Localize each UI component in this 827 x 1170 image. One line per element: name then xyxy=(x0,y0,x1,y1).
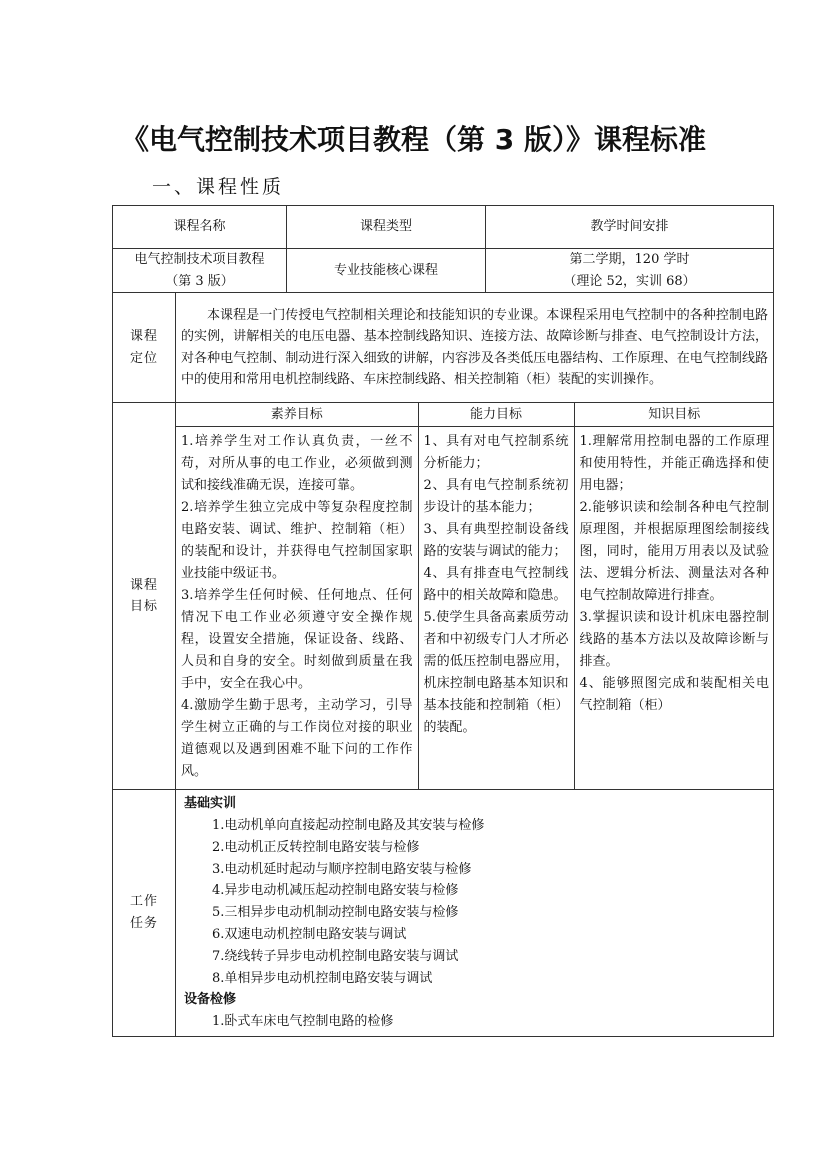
task-item: 1.电动机单向直接起动控制电路及其安装与检修 xyxy=(212,817,485,833)
objectives-label-line2: 目标 xyxy=(129,599,158,615)
header-course-type: 课程类型 xyxy=(287,206,486,249)
task-group-title: 设备检修 xyxy=(184,992,237,1008)
course-table xyxy=(112,205,774,1037)
section-heading: 一、课程性质 xyxy=(152,176,285,198)
literacy-header: 素养目标 xyxy=(176,403,418,427)
info-row xyxy=(113,249,774,293)
tasks-row xyxy=(113,790,774,1037)
knowledge-list xyxy=(574,427,774,790)
task-item: 7.绕线转子异步电动机控制电路安装与调试 xyxy=(212,948,459,964)
literacy-item: 3.培养学生任何时候、任何地点、任何情况下电工作业必须遵守安全操作规程，设置安全措施，保证设备、线路、人员和自身的安全。时刻做到质量在我手中，安全在我心中。 xyxy=(181,588,413,692)
objectives-row xyxy=(113,403,774,790)
task-item: 6.双速电动机控制电路安装与调试 xyxy=(212,926,407,942)
knowledge-item: 1.理解常用控制电器的工作原理和使用特性，并能正确选择和使用电器； xyxy=(579,434,769,494)
ability-list xyxy=(418,427,574,790)
ability-item: 5.使学生具备高素质劳动者和中初级专门人才所必需的低压控制电器应用，机床控制电路基本知识和基本技能和控制箱（柜）的装配。 xyxy=(423,610,569,736)
header-time-schedule: 教学时间安排 xyxy=(486,206,774,249)
objectives-label xyxy=(113,403,176,790)
ability-item: 1、具有对电气控制系统分析能力； xyxy=(423,434,569,472)
positioning-label-line2: 定位 xyxy=(129,350,158,366)
tasks-label-line1: 工作 xyxy=(129,894,158,910)
task-item: 4.异步电动机减压起动控制电路安装与检修 xyxy=(212,883,459,899)
positioning-text: 本课程是一门传授电气控制相关理论和技能知识的专业课。本课程采用电气控制中的各种控制电路的实例，讲解相关的电压电器、基本控制线路知识、连接方法、故障诊断与排查、电气控制设计方法，对各种电气控制、制动进行深入细致的讲解，内容涉及各类低压电器结构、工作原理、在电气控制线路中的使用和常用电机控制线路、车床控制线路、相关控制箱（柜）装配的实训操作。 xyxy=(176,293,774,403)
literacy-item: 4.激励学生勤于思考，主动学习，引导学生树立正确的与工作岗位对接的职业道德观以及遇到困难不耻下问的工作作风。 xyxy=(181,698,413,780)
objectives-body-row xyxy=(176,427,774,790)
objectives-header-row xyxy=(176,403,774,427)
knowledge-header: 知识目标 xyxy=(574,403,774,427)
task-item: 1.卧式车床电气控制电路的检修 xyxy=(212,1014,394,1030)
objectives-content xyxy=(176,403,774,790)
time-line1: 第二学期，120 学时 xyxy=(569,252,690,267)
knowledge-item: 4、能够照图完成和装配相关电气控制箱（柜） xyxy=(579,676,769,714)
time-line2: （理论 52，实训 68） xyxy=(563,273,696,289)
course-type-cell: 专业技能核心课程 xyxy=(287,249,486,293)
tasks-label xyxy=(113,790,176,1037)
positioning-label-line1: 课程 xyxy=(129,329,158,345)
course-name-line1: 电气控制技术项目教程 xyxy=(134,252,265,267)
task-item: 8.单相异步电动机控制电路安装与调试 xyxy=(212,970,433,986)
task-item: 5.三相异步电动机制动控制电路安装与检修 xyxy=(212,905,459,921)
positioning-label xyxy=(113,293,176,403)
time-schedule-cell xyxy=(486,249,774,293)
task-item: 3.电动机延时起动与顺序控制电路安装与检修 xyxy=(212,861,472,877)
knowledge-item: 3.掌握识读和设计机床电器控制线路的基本方法以及故障诊断与排查。 xyxy=(579,610,769,670)
document-title: 《电气控制技术项目教程（第 3 版）》课程标准 xyxy=(121,123,706,156)
literacy-list xyxy=(176,427,418,790)
literacy-item: 1.培养学生对工作认真负责，一丝不苟，对所从事的电工作业，必须做到测试和接线准确无误，连接可靠。 xyxy=(181,434,413,494)
objectives-table xyxy=(176,403,774,789)
task-item: 2.电动机正反转控制电路安装与检修 xyxy=(212,839,420,855)
tasks-label-line2: 任务 xyxy=(129,916,158,932)
ability-item: 4、具有排查电气控制线路中的相关故障和隐患。 xyxy=(423,566,569,604)
positioning-row xyxy=(113,293,774,403)
task-group-title: 基础实训 xyxy=(184,796,237,812)
course-name-line2: （第 3 版） xyxy=(165,273,234,289)
ability-item: 2、具有电气控制系统初步设计的基本能力； xyxy=(423,478,569,516)
literacy-item: 2.培养学生独立完成中等复杂程度控制电路安装、调试、维护、控制箱（柜）的装配和设计，并获得电气控制国家职业技能中级证书。 xyxy=(181,500,413,582)
ability-header: 能力目标 xyxy=(418,403,574,427)
knowledge-item: 2.能够识读和绘制各种电气控制原理图，并根据原理图绘制接线图，同时，能用万用表以及试验法、逻辑分析法、测量法对各种电气控制故障进行排查。 xyxy=(579,500,769,604)
course-name-cell xyxy=(113,249,287,293)
header-course-name: 课程名称 xyxy=(113,206,287,249)
ability-item: 3、具有典型控制设备线路的安装与调试的能力； xyxy=(423,522,569,560)
objectives-label-line1: 课程 xyxy=(129,577,158,593)
tasks-content xyxy=(176,790,774,1037)
header-row xyxy=(113,206,774,249)
